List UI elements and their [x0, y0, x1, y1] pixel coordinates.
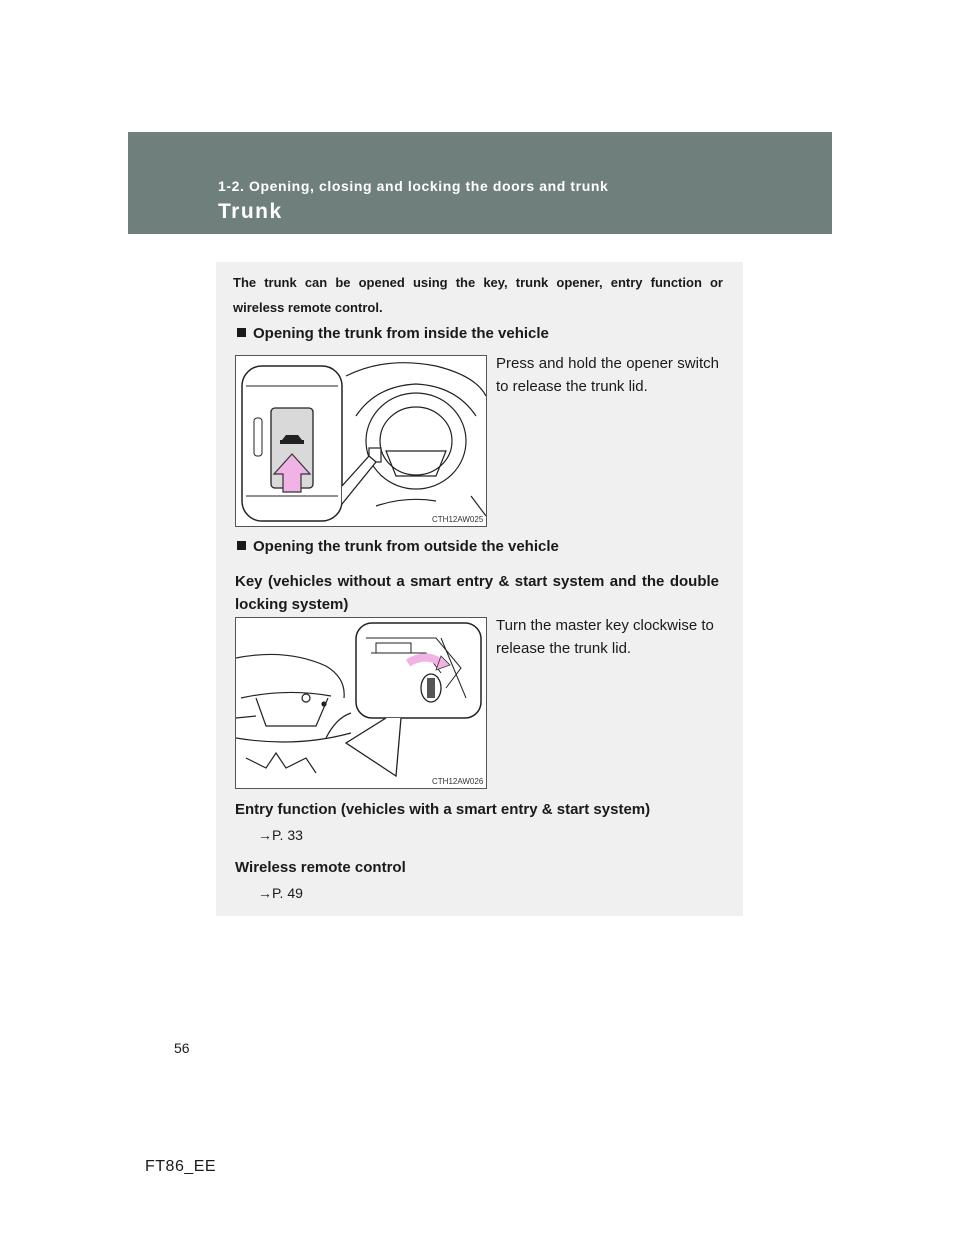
- inside-heading: [237, 325, 549, 342]
- outside-heading: [237, 538, 559, 555]
- key-heading: Key (vehicles without a smart entry & start system and the double locking system): [235, 573, 719, 613]
- steering-wheel-inner: [380, 407, 452, 475]
- section-title: 1-2. Opening, closing and locking the doors and trunk: [218, 178, 609, 194]
- diffuser: [246, 753, 316, 773]
- entry-heading: Entry function (vehicles with a smart entry & start system): [235, 801, 651, 818]
- master-key-figure: [235, 617, 487, 789]
- zoom-callout: [356, 623, 481, 718]
- steering-hub: [386, 451, 446, 476]
- master-key-icon: [427, 678, 435, 698]
- plate-recess: [256, 698, 328, 726]
- bumper-line: [236, 733, 351, 742]
- lower-dash: [376, 499, 436, 506]
- doc-code: FT86_EE: [145, 1158, 217, 1175]
- outside-instruction: Turn the master key clockwise to release the trunk lid.: [496, 617, 714, 657]
- page-number: 56: [174, 1040, 190, 1056]
- square-bullet-icon: [237, 328, 246, 337]
- entry-page-ref[interactable]: →P. 33: [258, 827, 303, 843]
- steering-wheel-top: [356, 384, 476, 416]
- figure-code: CTH12AW026: [432, 777, 484, 786]
- trunk-lid-line: [236, 654, 344, 698]
- callout-pointer: [342, 456, 376, 504]
- outside-heading-label: Opening the trunk from outside the vehicle: [253, 538, 559, 555]
- intro-text: The trunk can be opened using the key, trunk opener, entry function or wireless remote control.: [233, 275, 723, 315]
- inside-heading-label: Opening the trunk from inside the vehicle: [253, 325, 549, 342]
- dashboard-line: [346, 363, 486, 396]
- master-key-illustration: [236, 618, 486, 788]
- emblem: [302, 694, 310, 702]
- wireless-heading: Wireless remote control: [235, 859, 406, 876]
- wireless-page-ref[interactable]: →P. 49: [258, 885, 303, 901]
- square-bullet-icon: [237, 541, 246, 550]
- page-title: Trunk: [218, 200, 283, 223]
- trunk-opener-figure: [235, 355, 487, 527]
- callout-pointer: [346, 718, 401, 776]
- rear-panel-top: [241, 692, 331, 698]
- right-trim: [471, 496, 486, 516]
- inside-instruction: Press and hold the opener switch to release the trunk lid.: [496, 355, 719, 395]
- figure-code: CTH12AW025: [432, 515, 484, 524]
- trunk-opener-illustration: [236, 356, 486, 526]
